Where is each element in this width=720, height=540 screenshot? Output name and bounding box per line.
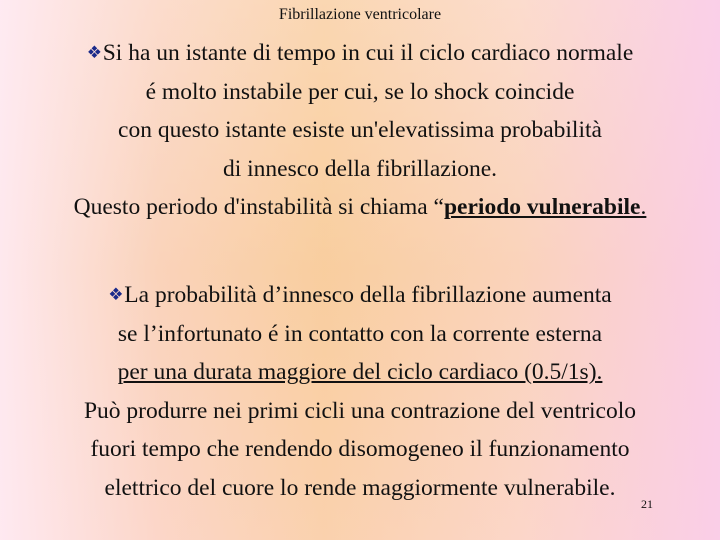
paragraph2-line4: Può produrre nei primi cicli una contrazione del ventricolo xyxy=(83,397,637,424)
paragraph1-line5 xyxy=(0,188,720,227)
paragraph2-line2: se l’infortunato é in contatto con la corrente esterna xyxy=(117,320,603,347)
paragraph1-line1 xyxy=(0,34,720,73)
diamond-bullet-icon: ❖ xyxy=(86,43,102,62)
paragraph1-line5-prefix: Questo periodo d'instabilità si chiama “ xyxy=(73,194,444,220)
paragraph-probability xyxy=(0,276,720,507)
paragraph2-line6: elettrico del cuore lo rende maggiormente vulnerabile. xyxy=(104,474,616,501)
slide-number: 21 xyxy=(641,497,653,511)
paragraph2-line5: fuori tempo che rendendo disomogeneo il funzionamento xyxy=(90,436,630,462)
paragraph1-line4: di innesco della fibrillazione. xyxy=(222,155,498,182)
paragraph1-line3: con questo istante esiste un'elevatissima probabilità xyxy=(118,117,602,143)
diamond-bullet-icon: ❖ xyxy=(108,285,124,304)
paragraph1-line5-suffix: . xyxy=(640,194,647,220)
vulnerable-period-term: periodo vulnerabile xyxy=(443,194,641,220)
paragraph-vulnerable-period xyxy=(0,34,720,227)
paragraph1-line2: é molto instabile per cui, se lo shock coincide xyxy=(145,78,575,105)
slide-title: Fibrillazione ventricolare xyxy=(278,6,442,23)
paragraph2-line1 xyxy=(0,276,720,315)
paragraph2-line3: per una durata maggiore del ciclo cardiaco (0.5/1s). xyxy=(117,359,603,385)
paragraph1-line1-text: Si ha un istante di tempo in cui il ciclo cardiaco normale xyxy=(102,40,634,66)
paragraph2-line1-text: La probabilità d’innesco della fibrillazione aumenta xyxy=(124,282,612,308)
